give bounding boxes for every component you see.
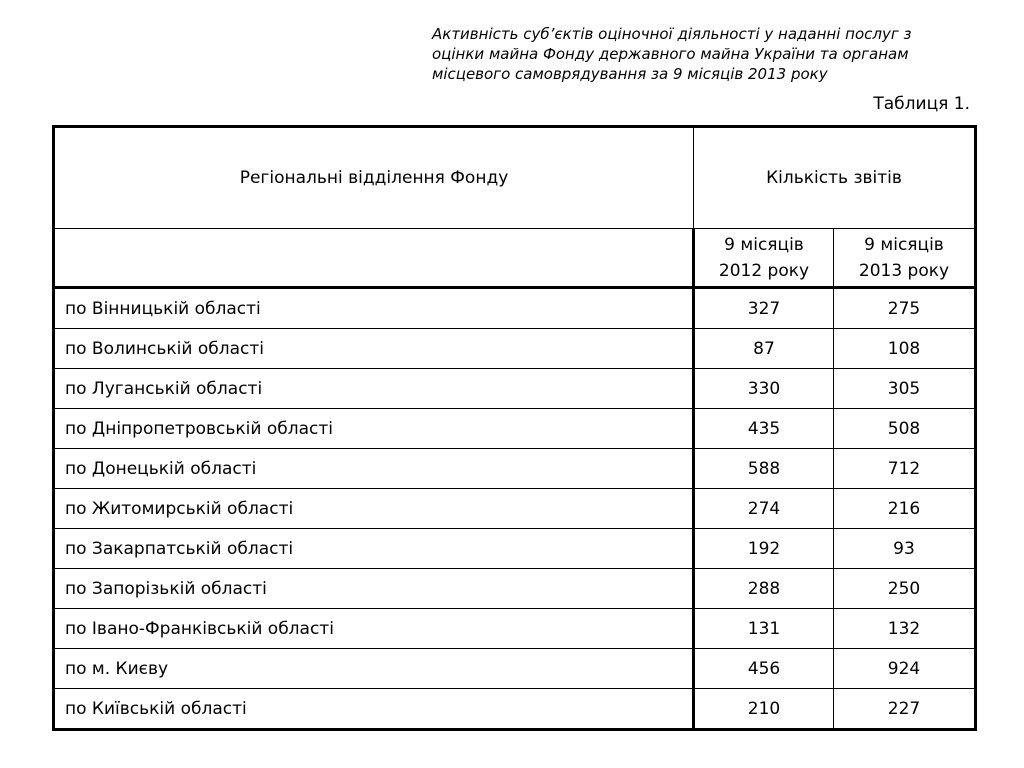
value-2013: 216 bbox=[834, 489, 976, 529]
header-period-2013 bbox=[834, 229, 976, 288]
caption-line-3: місцевого самоврядування за 9 місяців 2013 року bbox=[432, 65, 828, 83]
reports-table bbox=[52, 125, 977, 731]
value-2013: 924 bbox=[834, 649, 976, 689]
value-2012: 588 bbox=[694, 449, 834, 489]
value-2013: 93 bbox=[834, 529, 976, 569]
value-2013: 305 bbox=[834, 369, 976, 409]
table-row bbox=[54, 529, 976, 569]
table-row bbox=[54, 449, 976, 489]
value-2012: 87 bbox=[694, 329, 834, 369]
period-2012-line-2: 2012 року bbox=[718, 260, 810, 281]
table-number-label: Таблиця 1. bbox=[873, 94, 970, 114]
table-row bbox=[54, 689, 976, 730]
region-name: по Волинській області bbox=[54, 329, 694, 369]
value-2013: 132 bbox=[834, 609, 976, 649]
region-name: по Луганській області bbox=[54, 369, 694, 409]
header-region-empty bbox=[54, 229, 694, 288]
value-2012: 274 bbox=[694, 489, 834, 529]
region-name: по Житомирській області bbox=[54, 489, 694, 529]
value-2013: 250 bbox=[834, 569, 976, 609]
table-row bbox=[54, 489, 976, 529]
table-subheader-row bbox=[54, 229, 976, 288]
header-report-count: Кількість звітів bbox=[694, 127, 976, 229]
value-2012: 435 bbox=[694, 409, 834, 449]
region-name: по Вінницькій області bbox=[54, 288, 694, 329]
period-2012-line-1: 9 місяців bbox=[724, 234, 804, 255]
region-name: по Київській області bbox=[54, 689, 694, 730]
region-name: по Донецькій області bbox=[54, 449, 694, 489]
table-row bbox=[54, 569, 976, 609]
value-2013: 508 bbox=[834, 409, 976, 449]
value-2012: 327 bbox=[694, 288, 834, 329]
table-row bbox=[54, 409, 976, 449]
table-row bbox=[54, 649, 976, 689]
table-row bbox=[54, 369, 976, 409]
header-region: Регіональні відділення Фонду bbox=[54, 127, 694, 229]
region-name: по Запорізькій області bbox=[54, 569, 694, 609]
value-2012: 210 bbox=[694, 689, 834, 730]
value-2013: 227 bbox=[834, 689, 976, 730]
value-2013: 712 bbox=[834, 449, 976, 489]
table-row bbox=[54, 609, 976, 649]
value-2012: 131 bbox=[694, 609, 834, 649]
region-name: по Дніпропетровській області bbox=[54, 409, 694, 449]
region-name: по Івано-Франківській області bbox=[54, 609, 694, 649]
table-caption bbox=[432, 24, 992, 84]
table-header-row bbox=[54, 127, 976, 229]
table-row bbox=[54, 329, 976, 369]
value-2012: 192 bbox=[694, 529, 834, 569]
value-2013: 108 bbox=[834, 329, 976, 369]
caption-line-2: оцінки майна Фонду державного майна України та органам bbox=[432, 45, 909, 63]
table-row bbox=[54, 288, 976, 329]
period-2013-line-2: 2013 року bbox=[858, 260, 950, 281]
value-2012: 456 bbox=[694, 649, 834, 689]
region-name: по м. Києву bbox=[54, 649, 694, 689]
value-2012: 288 bbox=[694, 569, 834, 609]
header-period-2012 bbox=[694, 229, 834, 288]
value-2013: 275 bbox=[834, 288, 976, 329]
region-name: по Закарпатській області bbox=[54, 529, 694, 569]
value-2012: 330 bbox=[694, 369, 834, 409]
period-2013-line-1: 9 місяців bbox=[864, 234, 944, 255]
caption-line-1: Активність суб’єктів оціночної діяльності у наданні послуг з bbox=[432, 25, 912, 43]
